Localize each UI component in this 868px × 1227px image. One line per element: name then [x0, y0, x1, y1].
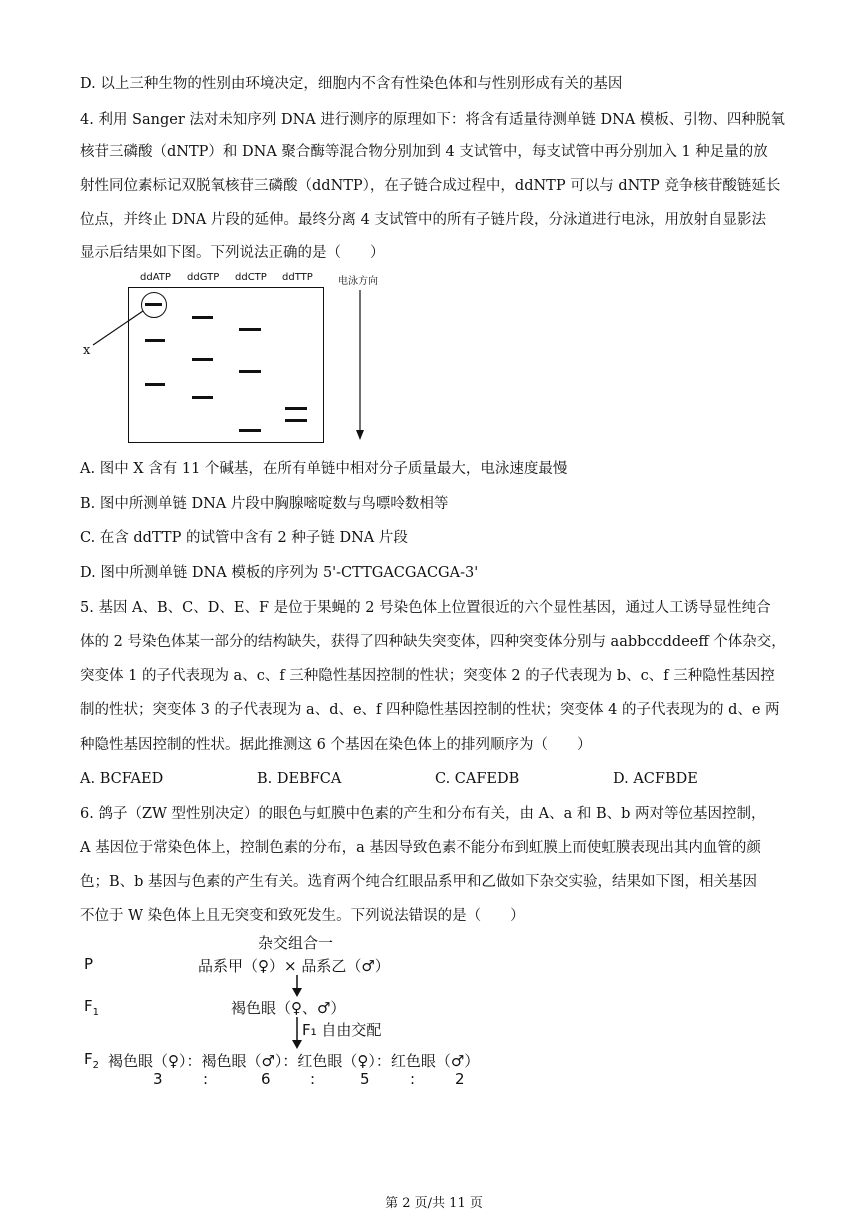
- q4-stem-line-2: 核苷三磷酸（dNTP）和 DNA 聚合酶等混合物分别加到 4 支试管中，每支试管中再分别加入 1 种足量的放: [80, 144, 768, 160]
- f2-generation-text: 褐色眼（♀）：褐色眼（♂）：红色眼（♀）：红色眼（♂）: [108, 1052, 480, 1070]
- cross-title: 杂交组合一: [258, 934, 334, 952]
- lane-label-ddatp: ddATP: [140, 272, 171, 283]
- f2-generation-label: $F_2$: [84, 1050, 100, 1071]
- page-number: 第 2 页/共 11 页: [385, 1196, 483, 1211]
- q5-option-a: A. BCFAED: [80, 771, 164, 787]
- lane-label-ddctp: ddCTP: [235, 272, 267, 283]
- q5-stem-line-4: 制的性状；突变体 3 的子代表现为 a、d、e、f 四种隐性基因控制的性状；突变体 4 的子代表现为的 d、e 两: [80, 702, 780, 718]
- ratio-value: 5: [360, 1070, 370, 1088]
- q4-stem-line-5: 显示后结果如下图。下列说法正确的是（ ）: [80, 245, 385, 261]
- q6-stem-line-3: 色；B、b 基因与色素的产生有关。选育两个纯合红眼品系甲和乙做如下杂交实验，结果如下图，相关基因: [80, 874, 758, 890]
- q4-stem-line-3: 射性同位素标记双脱氧核苷三磷酸（ddNTP），在子链合成过程中，ddNTP 可以与 dNTP 竞争核苷酸链延长: [80, 178, 781, 194]
- ratio-value: 6: [261, 1070, 271, 1088]
- ratio-value: 2: [455, 1070, 465, 1088]
- p-generation-label: P: [84, 955, 94, 973]
- lane-label-ddttp: ddTTP: [282, 272, 313, 283]
- q6-stem-line-2: A 基因位于常染色体上，控制色素的分布，a 基因导致色素不能分布到虹膜上而使虹膜表现出其内血管的颜: [80, 840, 761, 856]
- q6-stem-line-1: 6. 鸽子（ZW 型性别决定）的眼色与虹膜中色素的产生和分布有关，由 A、a 和 B、b 两对等位基因控制，: [80, 806, 766, 822]
- q4-stem-line-1: 4. 利用 Sanger 法对未知序列 DNA 进行测序的原理如下：将含有适量待测单链 DNA 模板、引物、四种脱氧: [80, 112, 785, 128]
- direction-label: 电泳方向: [338, 276, 378, 287]
- q4-option-a: A. 图中 X 含有 11 个碱基，在所有单链中相对分子质量最大，电泳速度最慢: [80, 461, 568, 477]
- ratio-separator: :: [310, 1070, 316, 1088]
- q5-option-d: D. ACFBDE: [613, 771, 698, 787]
- p-generation-text: 品系甲（♀）× 品系乙（♂）: [198, 957, 390, 975]
- q6-stem-line-4: 不位于 W 染色体上且无突变和致死发生。下列说法错误的是（ ）: [80, 908, 525, 924]
- q5-option-b: B. DEBFCA: [257, 771, 342, 787]
- ratio-separator: :: [410, 1070, 416, 1088]
- q4-option-d: D. 图中所测单链 DNA 模板的序列为 5'-CTTGACGACGA-3': [80, 565, 479, 581]
- f1-generation-label: $F_1$: [84, 997, 100, 1018]
- x-label: x: [83, 343, 91, 358]
- q3-option-d: D. 以上三种生物的性别由环境决定，细胞内不含有性染色体和与性别形成有关的基因: [80, 76, 623, 92]
- q5-stem-line-3: 突变体 1 的子代表现为 a、c、f 三种隐性基因控制的性状；突变体 2 的子代表现为 b、c、f 三种隐性基因控: [80, 668, 775, 684]
- f1-intercross-label: F₁ 自由交配: [302, 1021, 382, 1039]
- q4-option-c: C. 在含 ddTTP 的试管中含有 2 种子链 DNA 片段: [80, 530, 408, 546]
- f1-generation-text: 褐色眼（♀、♂）: [231, 999, 346, 1017]
- lane-label-ddgtp: ddGTP: [187, 272, 220, 283]
- q5-option-c: C. CAFEDB: [435, 771, 520, 787]
- q5-stem-line-2: 体的 2 号染色体某一部分的结构缺失，获得了四种缺失突变体，四种突变体分别与 aabbccddeeff 个体杂交，: [80, 634, 786, 650]
- q5-stem-line-5: 种隐性基因控制的性状。据此推测这 6 个基因在染色体上的排列顺序为（ ）: [80, 737, 592, 753]
- q5-stem-line-1: 5. 基因 A、B、C、D、E、F 是位于果蝇的 2 号染色体上位置很近的六个显性基因，通过人工诱导显性纯合: [80, 600, 771, 616]
- q4-option-b: B. 图中所测单链 DNA 片段中胸腺嘧啶数与鸟嘌呤数相等: [80, 496, 449, 512]
- ratio-value: 3: [153, 1070, 163, 1088]
- ratio-separator: :: [203, 1070, 209, 1088]
- q4-stem-line-4: 位点，并终止 DNA 片段的延伸。最终分离 4 支试管中的所有子链片段，分泳道进行电泳，用放射自显影法: [80, 212, 766, 228]
